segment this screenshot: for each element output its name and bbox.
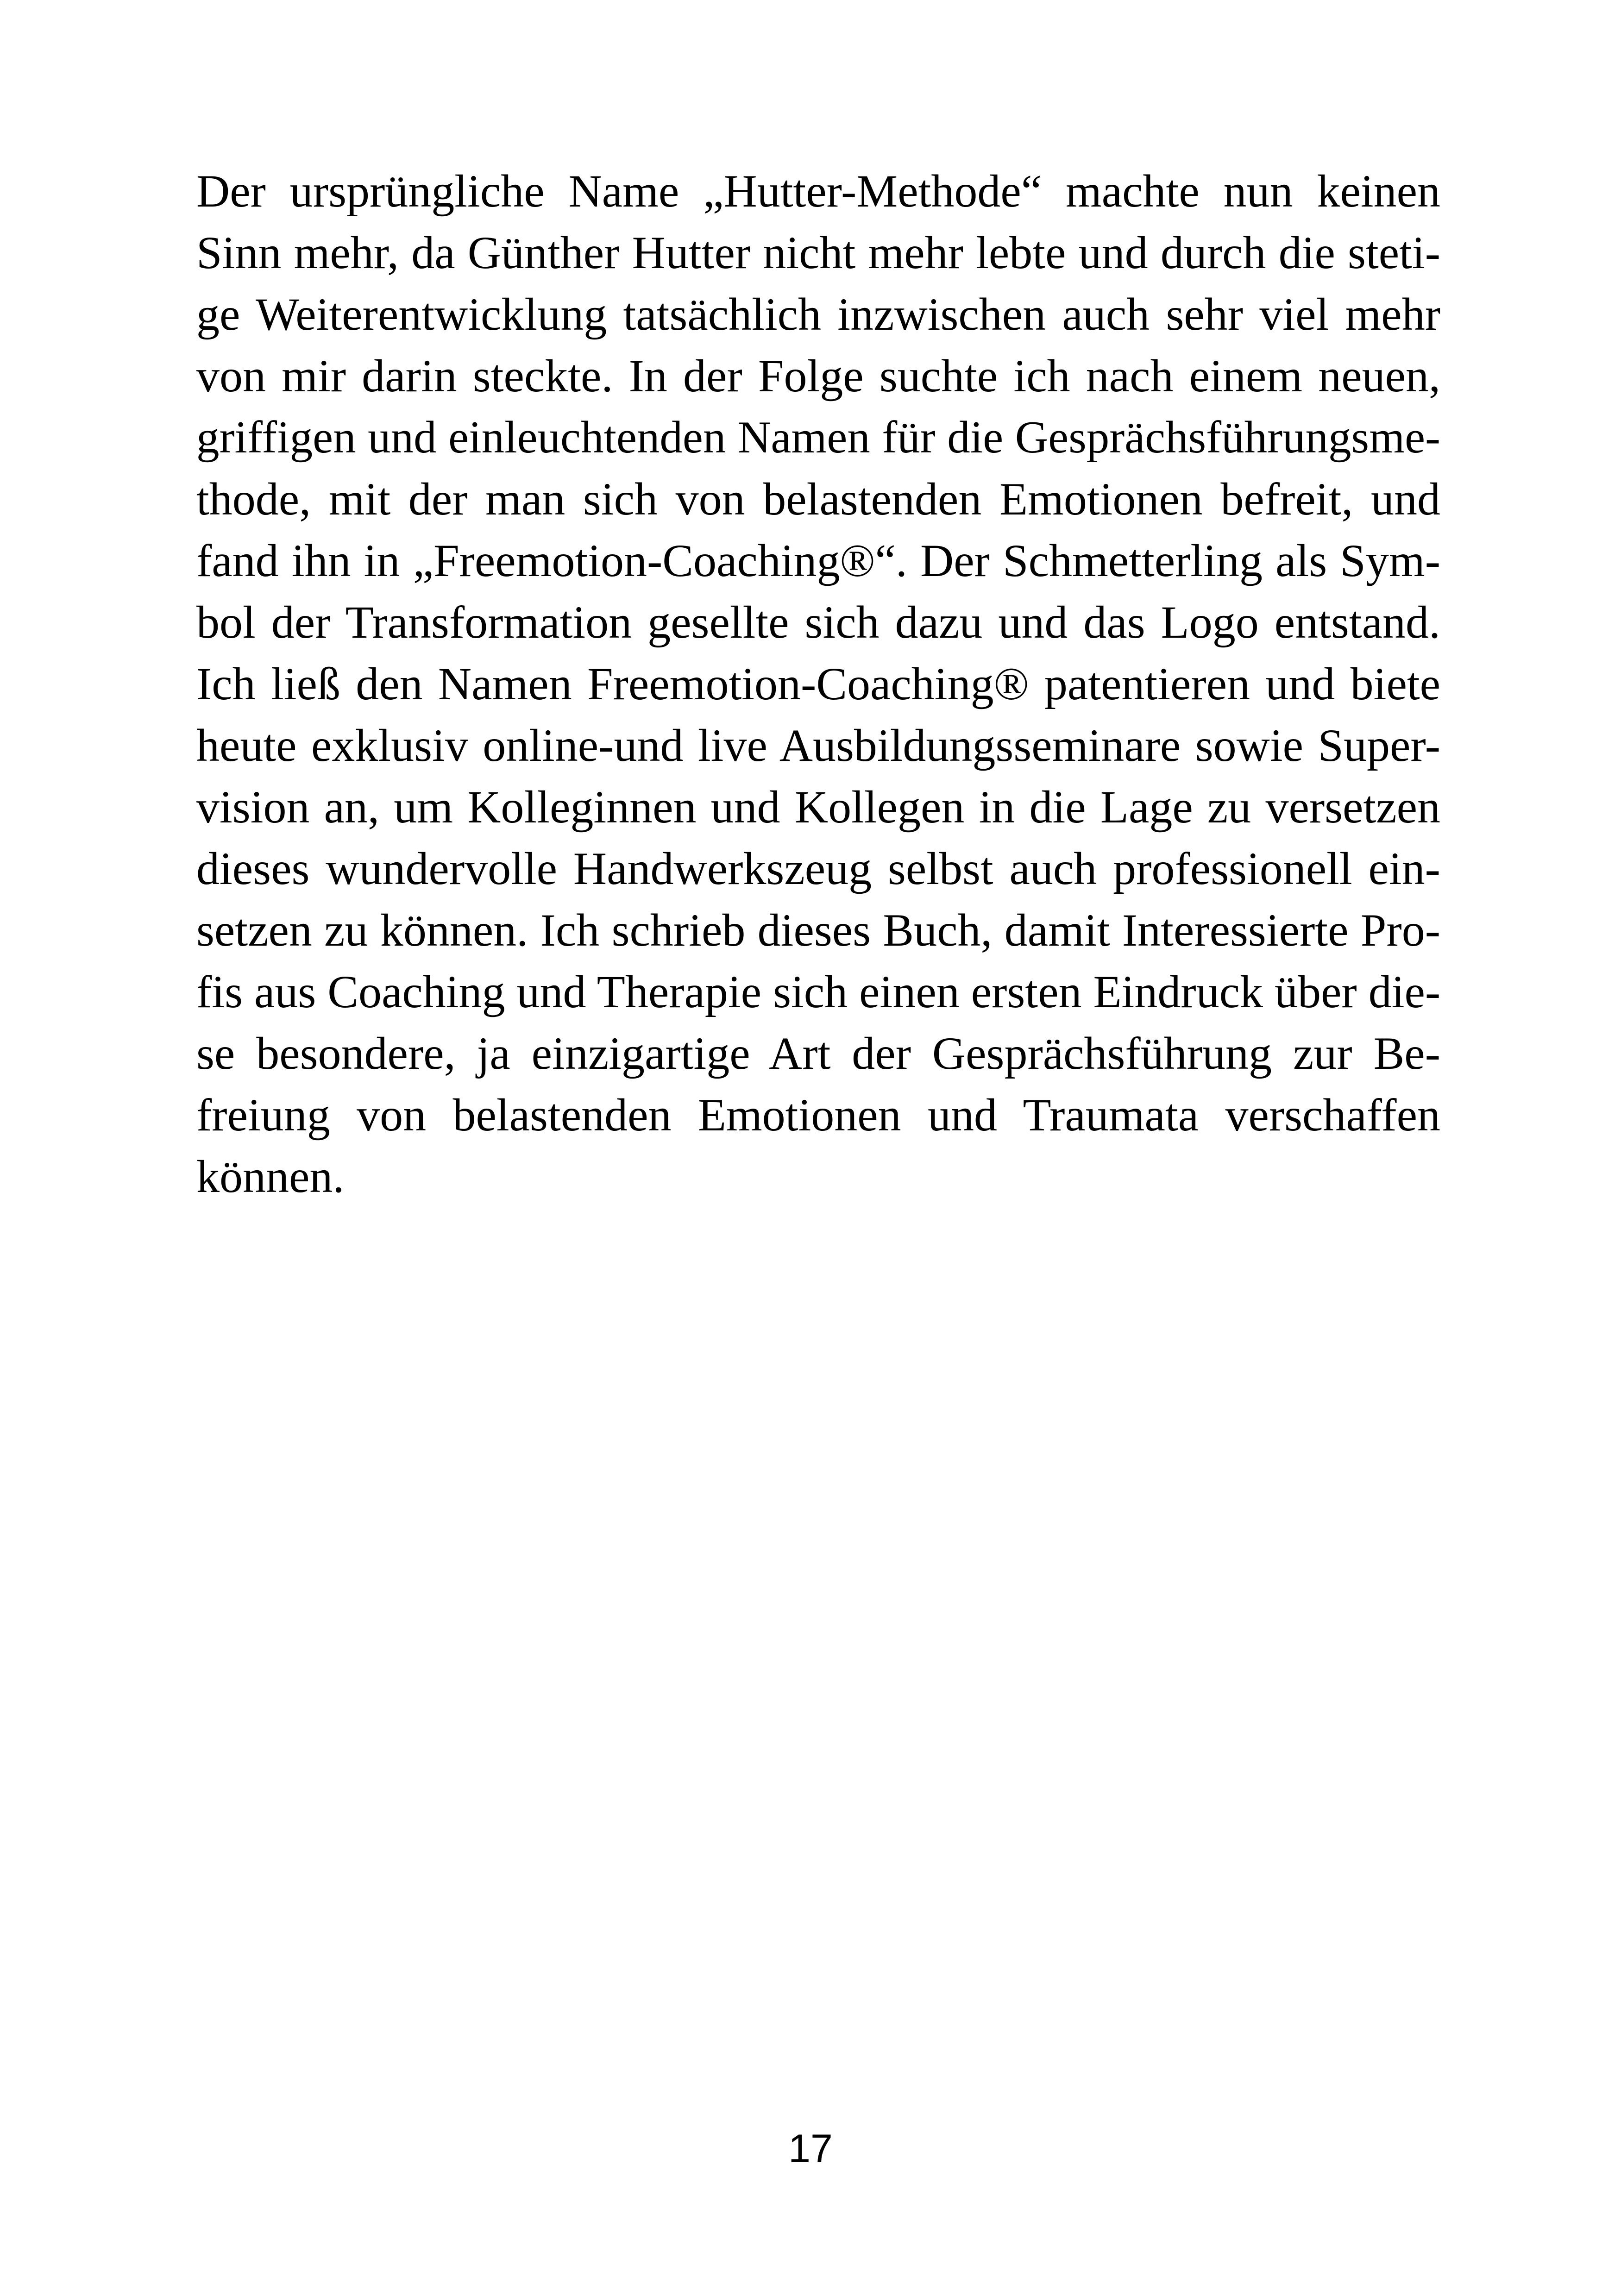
text-line: thode, mit der man sich von belastenden Emotionen befreit, und <box>196 473 1440 525</box>
text-line: griffigen und einleuchtenden Namen für die Gesprächsführungsme- <box>196 412 1440 463</box>
text-line: freiung von belastenden Emotionen und Traumata verschaffen <box>196 1089 1440 1141</box>
text-line: ge Weiterentwicklung tatsächlich inzwischen auch sehr viel mehr <box>196 289 1440 340</box>
text-line: Der ursprüngliche Name „Hutter-Methode“ machte nun keinen <box>196 165 1440 217</box>
text-line: se besondere, ja einzigartige Art der Gesprächsführung zur Be- <box>196 1028 1440 1079</box>
text-line: heute exklusiv online-und live Ausbildungsseminare sowie Super- <box>196 720 1440 771</box>
text-line: von mir darin steckte. In der Folge suchte ich nach einem neuen, <box>196 350 1440 401</box>
text-line: fis aus Coaching und Therapie sich einen ersten Eindruck über die- <box>196 966 1441 1017</box>
text-line: vision an, um Kolleginnen und Kollegen in die Lage zu versetzen <box>196 781 1440 833</box>
text-line: setzen zu können. Ich schrieb dieses Buch, damit Interessierte Pro- <box>196 904 1440 956</box>
text-line: Ich ließ den Namen Freemotion-Coaching® patentieren und biete <box>196 658 1440 709</box>
text-line: bol der Transformation gesellte sich dazu und das Logo entstand. <box>196 596 1440 648</box>
body-paragraph <box>196 160 1440 1207</box>
text-line: fand ihn in „Freemotion-Coaching®“. Der Schmetterling als Sym- <box>196 535 1440 586</box>
page-number: 17 <box>788 2127 833 2171</box>
text-line: können. <box>196 1151 345 1202</box>
text-line: Sinn mehr, da Günther Hutter nicht mehr lebte und durch die steti- <box>196 227 1440 278</box>
text-line: dieses wundervolle Handwerkszeug selbst auch professionell ein- <box>196 843 1440 894</box>
